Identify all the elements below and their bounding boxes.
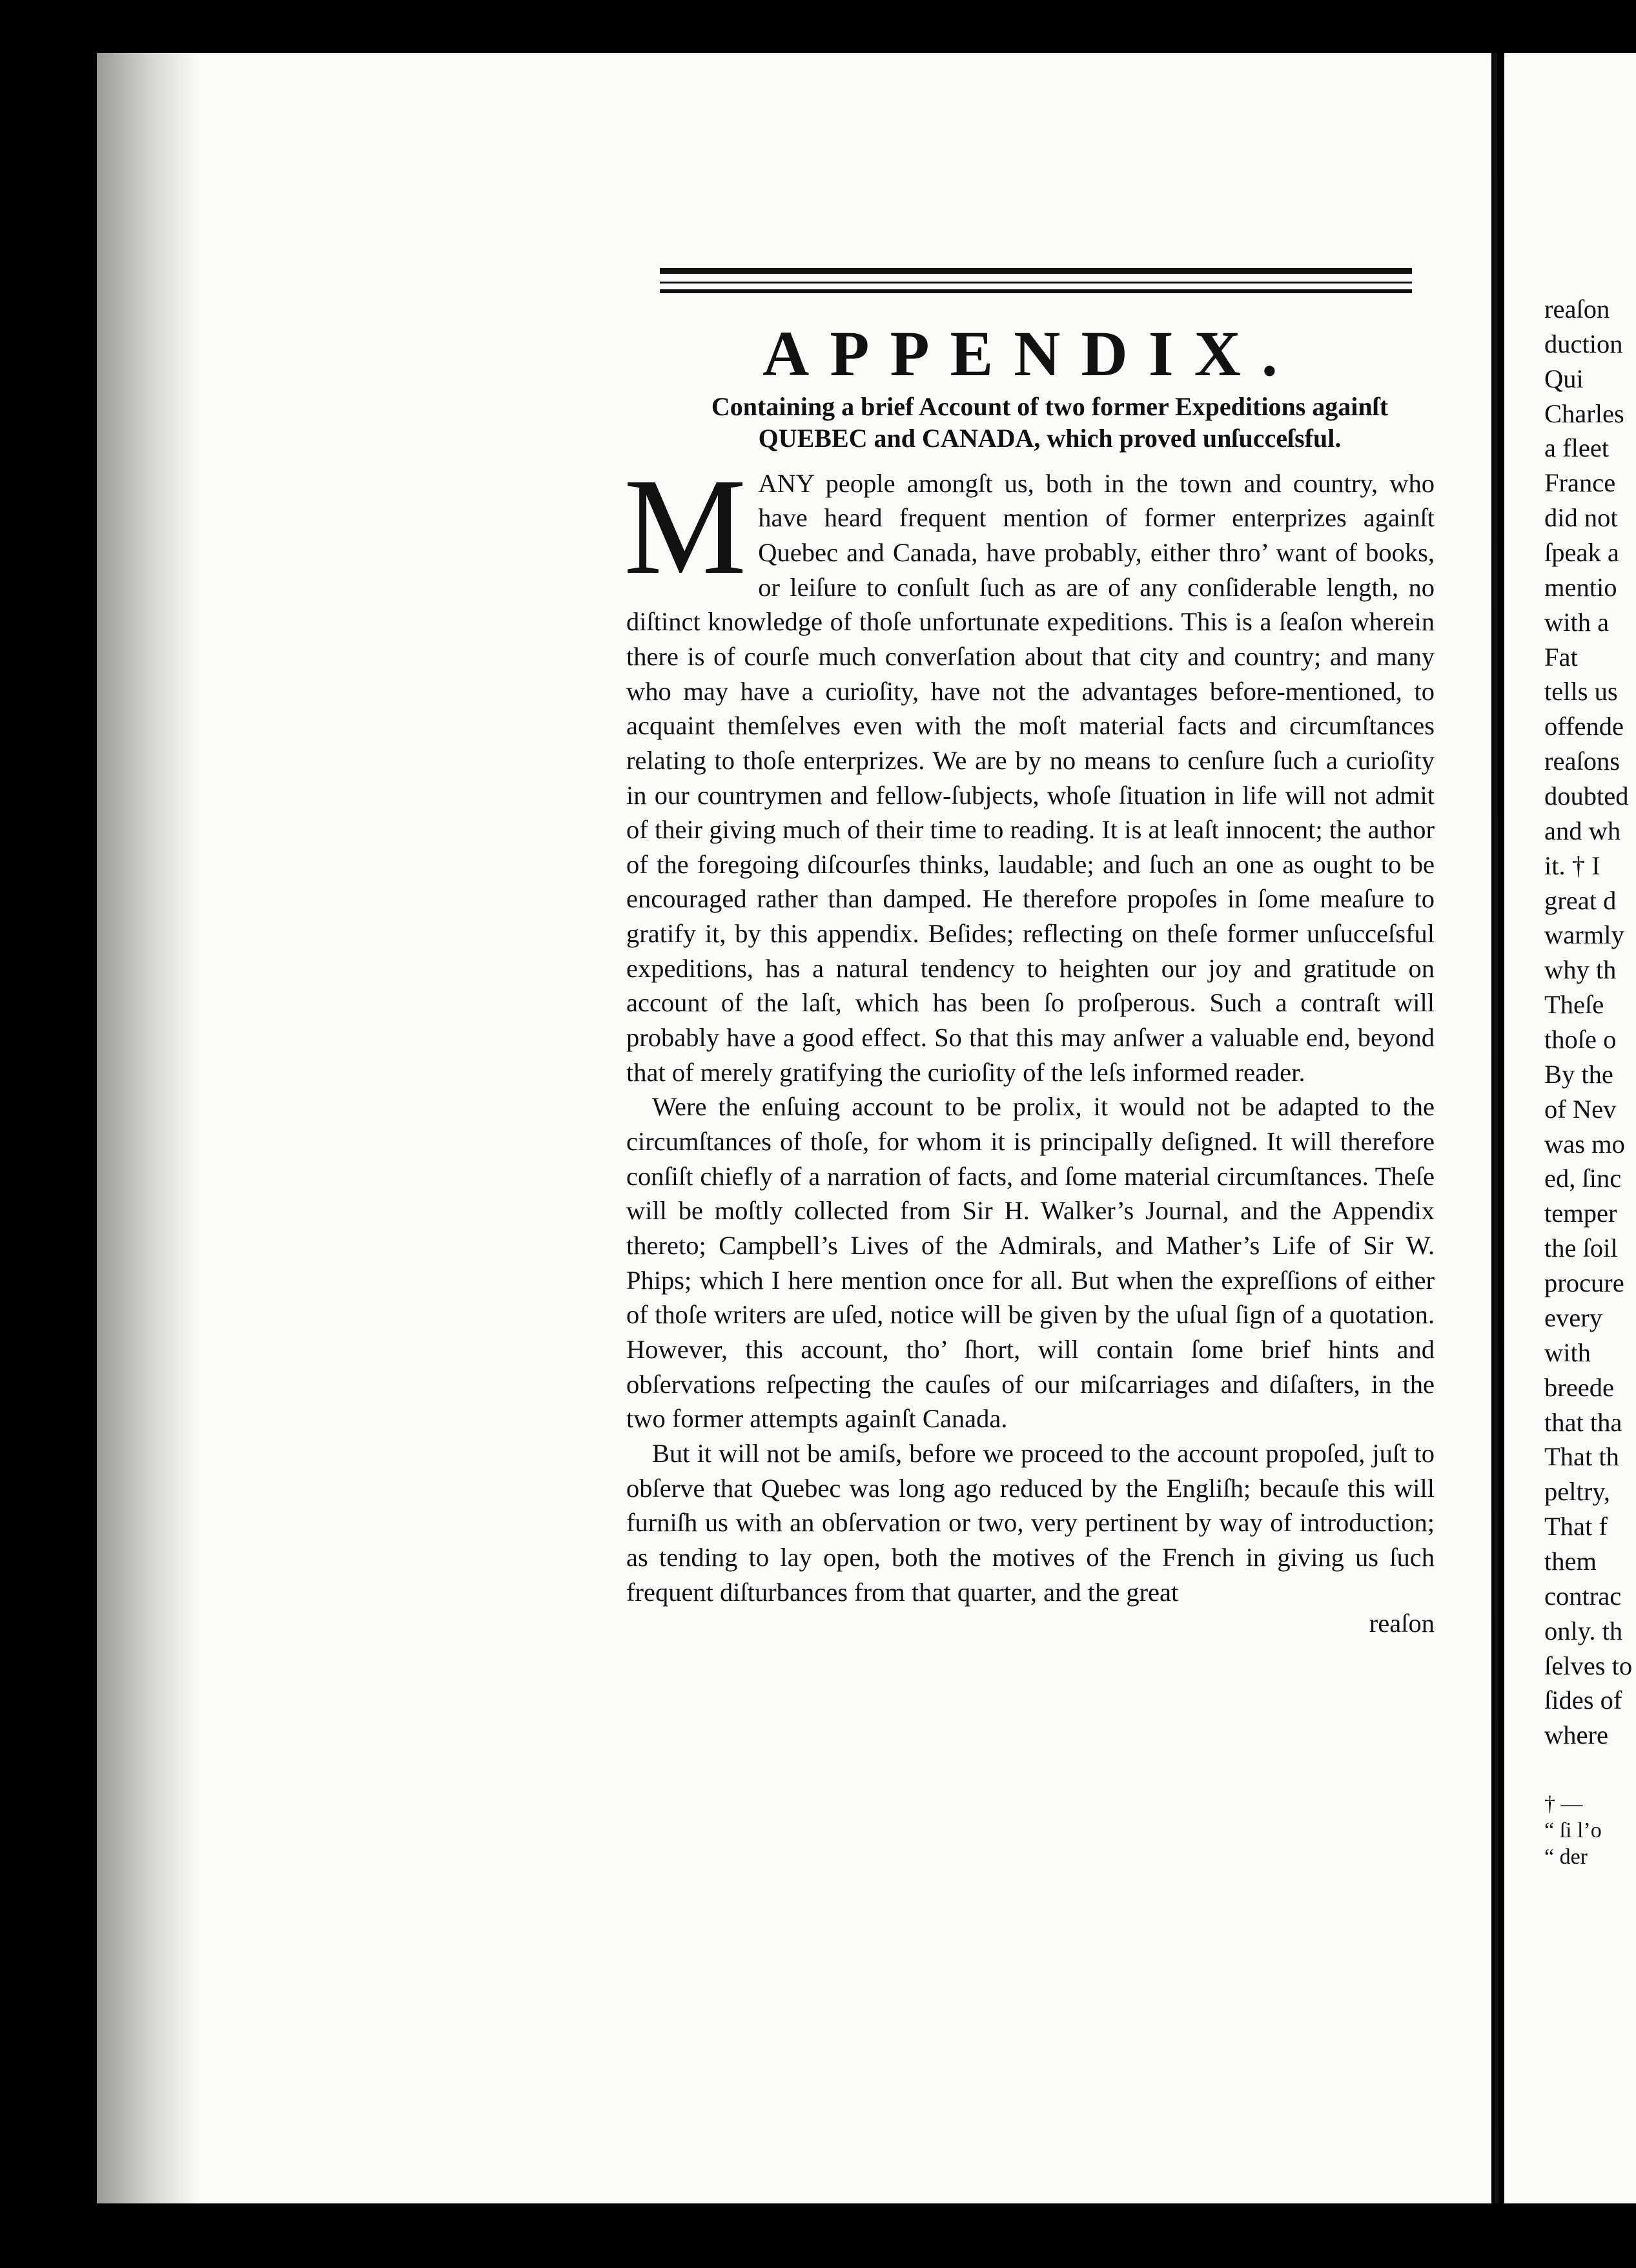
- facing-line: contrac: [1544, 1581, 1622, 1611]
- facing-line: where: [1544, 1720, 1608, 1750]
- facing-line: great d: [1544, 885, 1617, 915]
- subtitle-line-2: QUEBEC and CANADA, which proved unſucceſsful.: [758, 423, 1342, 453]
- facing-line: ſides of: [1544, 1686, 1622, 1715]
- facing-line: offende: [1544, 712, 1624, 741]
- facing-line: temper: [1544, 1199, 1617, 1228]
- facing-line: only. th: [1544, 1616, 1623, 1645]
- facing-footnote-line: “ der: [1544, 1844, 1588, 1869]
- facing-line: and wh: [1544, 816, 1621, 845]
- paragraph-2: Were the enſuing account to be prolix, it would not be adapted to the circumſtances of thoſe, for whom it is principally deſigned. It will therefore conſiſt chiefly of a narration of facts, and ſome material circumſtances. Theſe will be moſtly collected from Sir H. Walker’s Journal, and the Appendix thereto; Campbell’s Lives of the Admirals, and Mather’s Life of Sir W. Phips; which I here mention once for all. But when the expreſſions of either of thoſe writers are uſed, notice will be given by the uſual ſign of a quotation. However, this account, tho’ ſhort, will contain ſome brief hints and obſervations reſpecting the cauſes of our miſcarriages and diſaſters, in the two former attempts againſt Canada.: [626, 1092, 1435, 1434]
- facing-line: reaſons: [1544, 747, 1620, 776]
- facing-line: the ſoil: [1544, 1233, 1618, 1263]
- facing-line: was mo: [1544, 1129, 1625, 1159]
- page-gutter-line: [1495, 53, 1497, 2203]
- ornamental-rule-bottom: [660, 289, 1412, 293]
- facing-line: doubted: [1544, 781, 1629, 811]
- facing-line: mentio: [1544, 572, 1617, 602]
- facing-line: By the: [1544, 1059, 1613, 1089]
- paragraph-1-text: ANY people amongſt us, both in the town and country, who have heard frequent mention of former enterprizes againſt Quebec and Canada, have probably, either thro’ want of books, or leiſure to conſult ſuch as are of any conſiderable length, no diſtinct knowledge of thoſe unfortunate expeditions. This is a ſeaſon wherein there is of courſe much converſation about that city and country; and many who may have a curioſity, have not the advantages before-mentioned, to acquaint themſelves even with the moſt material facts and circumſtances relating to thoſe enterprizes. We are by no means to cenſure ſuch a curioſity in our countrymen and fellow-ſubjects, whoſe ſituation in life will not admit of their giving much of their time to reading. It is at leaſt innocent; the author of the foregoing diſcourſes thinks, laudable; and ſuch an one as ought to be encouraged rather than damped. He therefore propoſes in ſome meaſure to gratify it, by this appendix. Beſides; reflecting on theſe former unſucceſsful expeditions, has a natural tendency to heighten our joy and gratitude on account of the laſt, which has been ſo proſperous. Such a contraſt will probably have a good effect. So that this may anſwer a valuable end, beyond that of merely gratifying the curioſity of the leſs informed reader.: [626, 468, 1435, 1087]
- paragraph-1: [624, 449, 1435, 1090]
- body-text: [624, 449, 1435, 1610]
- facing-line: reaſon: [1544, 294, 1610, 324]
- ornamental-rule-middle: [660, 282, 1412, 284]
- facing-line: That f: [1544, 1512, 1608, 1541]
- facing-line: That th: [1544, 1442, 1619, 1472]
- facing-line: ſpeak a: [1544, 538, 1619, 568]
- appendix-text-block: [626, 320, 1435, 1638]
- facing-page-text: [1544, 292, 1636, 1870]
- facing-line: Charles: [1544, 398, 1624, 428]
- facing-line: that tha: [1544, 1407, 1622, 1437]
- catchword: reaſon: [1369, 1609, 1435, 1638]
- facing-line: them: [1544, 1546, 1597, 1576]
- facing-line: a fleet: [1544, 433, 1610, 463]
- subtitle: [626, 391, 1435, 455]
- page-title: APPENDIX.: [762, 318, 1298, 389]
- facing-line: Theſe: [1544, 990, 1604, 1020]
- facing-line: France: [1544, 468, 1616, 498]
- subtitle-line-1: Containing a brief Account of two former Expeditions againſt: [711, 392, 1389, 421]
- facing-line: Fat: [1544, 642, 1578, 672]
- facing-line: peltry,: [1544, 1477, 1610, 1507]
- facing-line: with a: [1544, 607, 1610, 637]
- facing-footnote-line: “ ſi l’o: [1544, 1818, 1602, 1842]
- facing-line: procure: [1544, 1268, 1624, 1298]
- paragraph-3: But it will not be amiſs, before we proceed to the account propoſed, juſt to obſerve that Quebec was long ago reduced by the Engliſh; becauſe this will furniſh us with an obſervation or two, very pertinent by way of introduction; as tending to lay open, both the motives of the French in giving us ſuch frequent diſturbances from that quarter, and the great: [626, 1438, 1435, 1607]
- drop-cap: M: [624, 449, 747, 603]
- facing-line: of Nev: [1544, 1094, 1617, 1124]
- spine-shadow: [97, 53, 200, 2203]
- facing-line: ſelves to: [1544, 1651, 1633, 1680]
- facing-line: thoſe o: [1544, 1025, 1617, 1055]
- facing-line: tells us: [1544, 677, 1618, 706]
- facing-line: it. † I: [1544, 850, 1600, 880]
- ornamental-rule-top: [660, 268, 1412, 274]
- facing-line: every: [1544, 1303, 1602, 1332]
- footnote-spacer: [1544, 1753, 1636, 1791]
- facing-line: ed, ſinc: [1544, 1164, 1622, 1193]
- facing-line: warmly: [1544, 920, 1624, 950]
- facing-line: duction: [1544, 329, 1623, 358]
- facing-line: breede: [1544, 1372, 1614, 1402]
- facing-line: why th: [1544, 955, 1617, 985]
- facing-line: did not: [1544, 503, 1618, 533]
- facing-line: Qui: [1544, 364, 1584, 393]
- facing-line: with: [1544, 1337, 1591, 1367]
- facing-footnote-line: † —: [1544, 1792, 1583, 1817]
